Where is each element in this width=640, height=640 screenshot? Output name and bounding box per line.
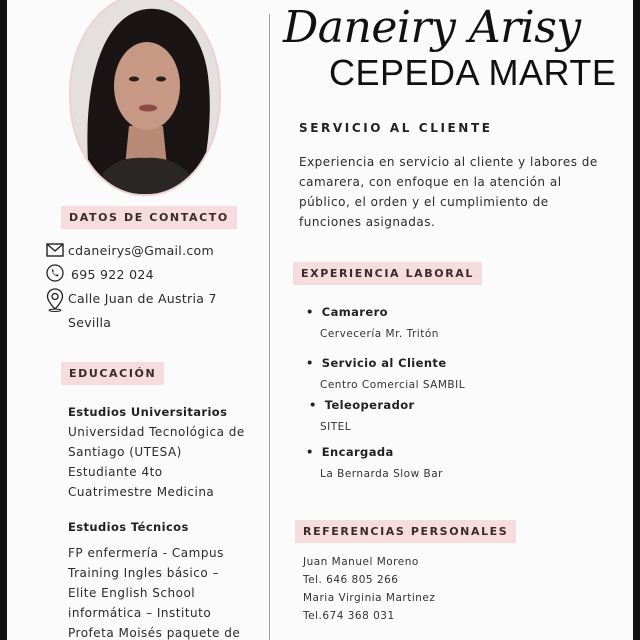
reference-line: Tel. 646 805 266 [303, 574, 399, 586]
reference-line: Maria Virginia Martinez [303, 592, 436, 604]
contact-address-line2: Sevilla [68, 315, 112, 330]
reference-line: Tel.674 368 031 [303, 610, 395, 622]
phone-icon [46, 264, 64, 282]
university-line: Universidad Tecnológica de [68, 425, 245, 439]
contact-email[interactable]: cdaneirys@Gmail.com [68, 243, 214, 258]
last-name: CEPEDA MARTE [329, 52, 617, 93]
contact-phone: 695 922 024 [71, 267, 154, 282]
technical-line: informática – Instituto [68, 606, 212, 620]
university-line: Cuatrimestre Medicina [68, 485, 215, 499]
profile-photo [69, 0, 221, 196]
university-line: Estudiante 4to [68, 465, 163, 479]
contact-heading: DATOS DE CONTACTO [61, 206, 237, 229]
job-place: SITEL [320, 421, 352, 433]
column-divider [269, 14, 270, 640]
job-title: • Teleoperador [309, 398, 415, 412]
references-heading: REFERENCIAS PERSONALES [295, 520, 516, 543]
technical-line: FP enfermería - Campus [68, 546, 224, 560]
job-place: Cervecería Mr. Tritón [320, 328, 439, 340]
university-heading: Estudios Universitarios [68, 405, 228, 419]
university-line: Santiago (UTESA) [68, 445, 182, 459]
reference-line: Juan Manuel Moreno [303, 556, 419, 568]
technical-line: Training Ingles básico – [68, 566, 220, 580]
technical-heading: Estudios Técnicos [68, 520, 189, 534]
job-title: • Encargada [306, 445, 394, 459]
first-name: Daneiry Arisy [283, 2, 581, 53]
job-title: • Camarero [306, 305, 388, 319]
job-place: Centro Comercial SAMBIL [320, 379, 466, 391]
education-heading: EDUCACIÓN [61, 362, 164, 385]
profile-summary: Experiencia en servicio al cliente y labores de camarera, con enfoque en la atención al público, el orden y el cumplimiento de funciones asignadas. [299, 155, 598, 229]
resume-page [7, 0, 633, 640]
job-title: • Servicio al Cliente [306, 356, 447, 370]
location-pin-icon [46, 288, 64, 312]
profile-title: SERVICIO AL CLIENTE [299, 121, 493, 135]
technical-line: Elite English School [68, 586, 196, 600]
mail-icon [46, 243, 64, 257]
experience-heading: EXPERIENCIA LABORAL [293, 262, 482, 285]
contact-address-line1: Calle Juan de Austria 7 [68, 291, 217, 306]
technical-line: Profeta Moisés paquete de [68, 626, 241, 640]
job-place: La Bernarda Slow Bar [320, 468, 443, 480]
